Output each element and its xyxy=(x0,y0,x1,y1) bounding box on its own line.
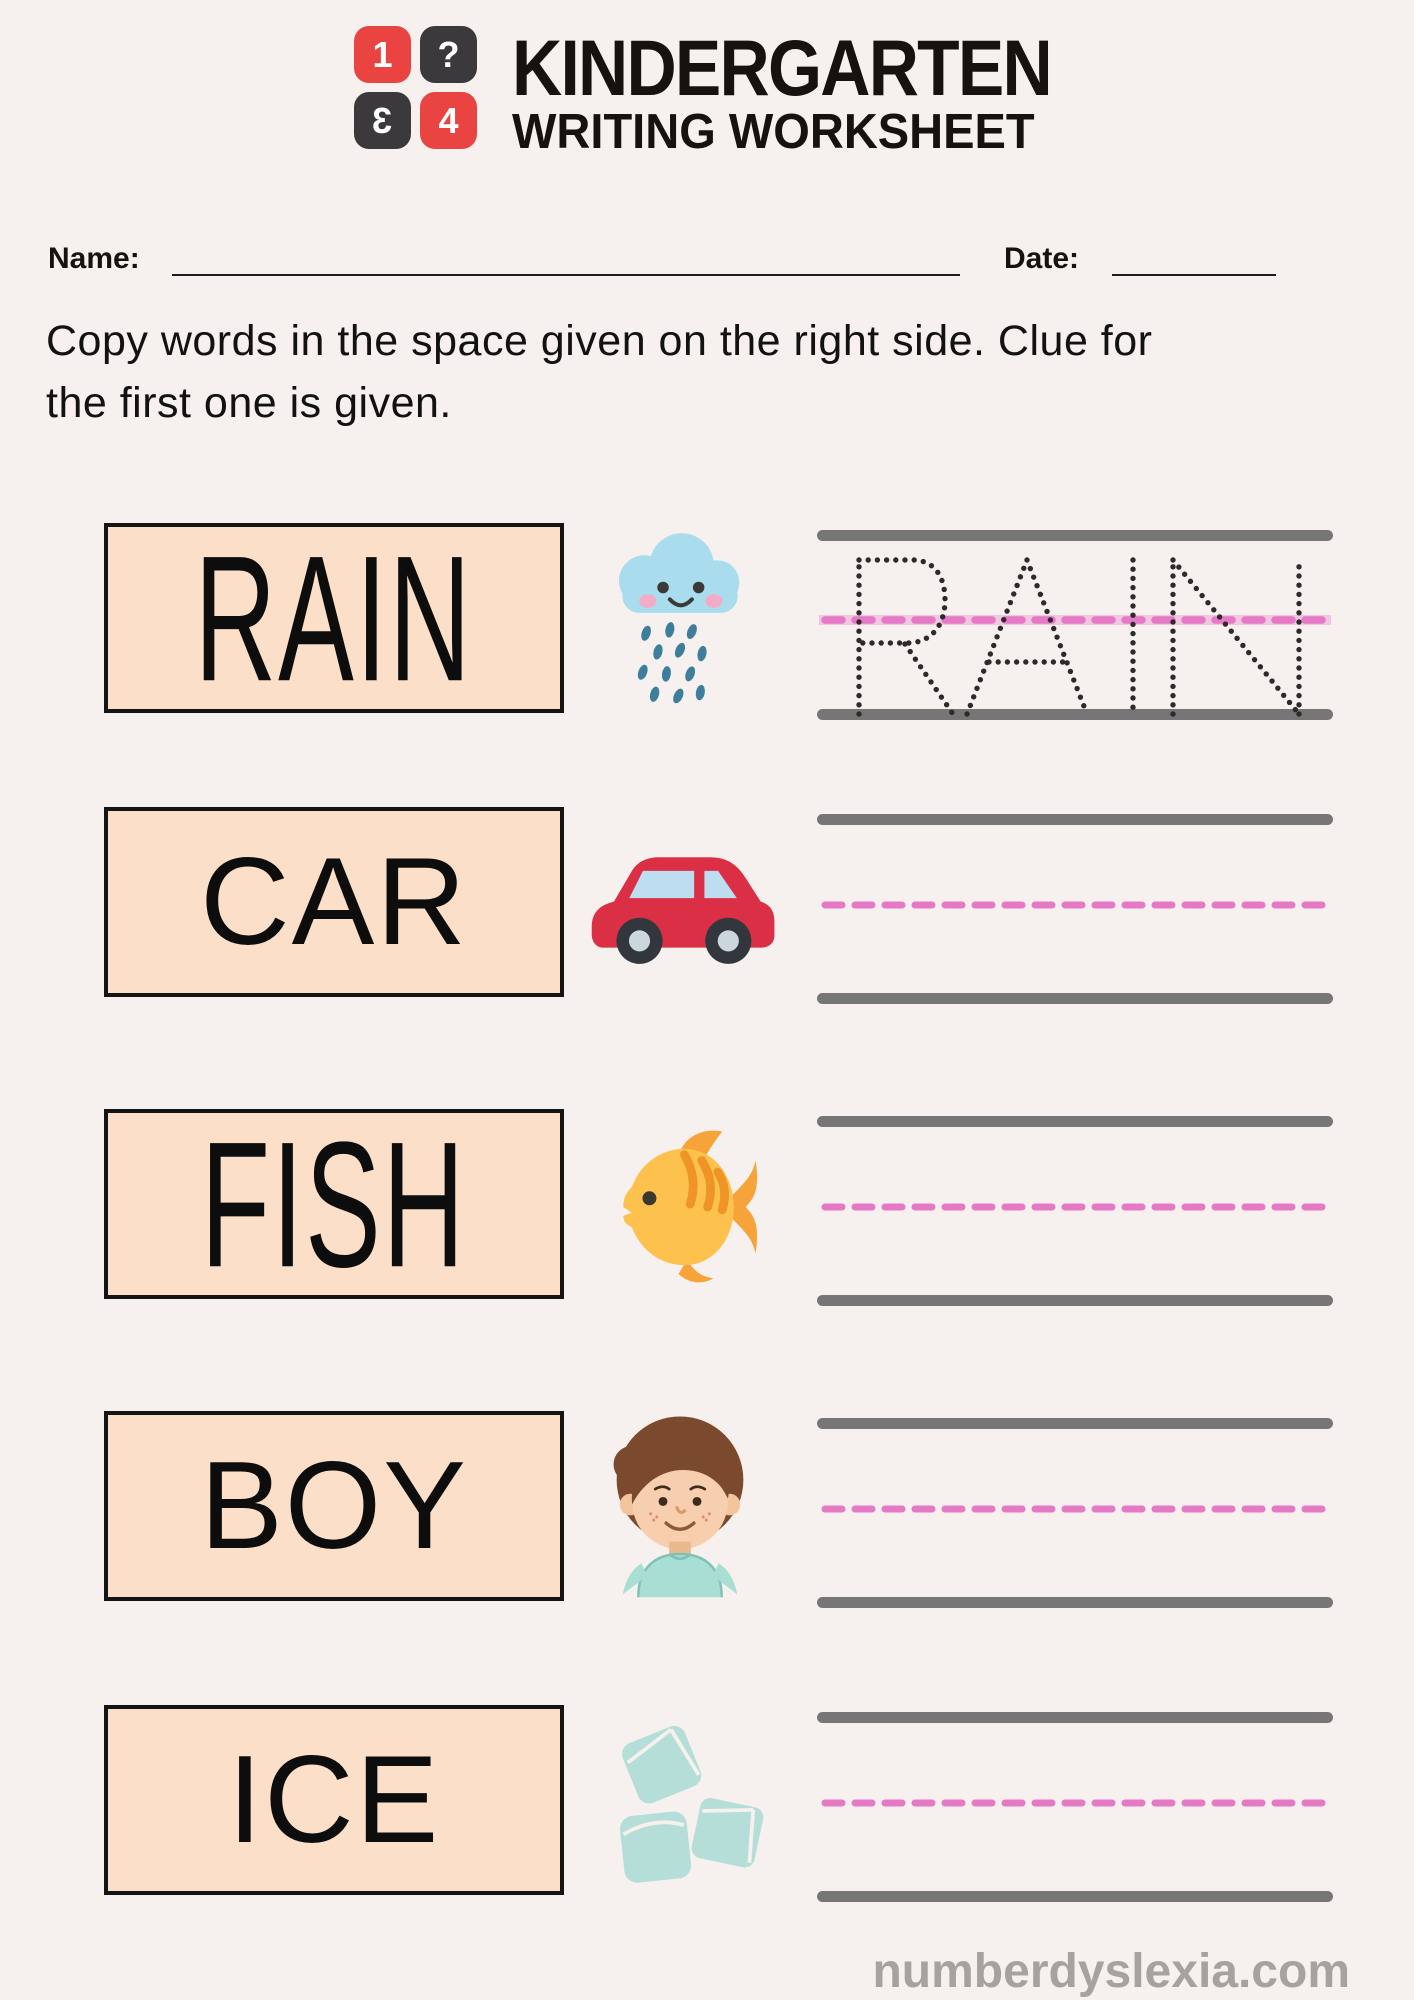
logo-tile-4: 4 xyxy=(420,92,477,149)
writing-line-middle-dashed xyxy=(817,1200,1333,1214)
writing-line-bottom xyxy=(817,1597,1333,1608)
fish-icon xyxy=(573,1102,787,1312)
writing-line-top xyxy=(817,1116,1333,1127)
writing-line-middle-dashed xyxy=(817,1502,1333,1516)
page-title: KINDERGARTEN xyxy=(512,23,1051,112)
writing-lines-fish[interactable] xyxy=(817,1116,1333,1306)
date-input-line[interactable] xyxy=(1112,274,1276,276)
name-label: Name: xyxy=(48,242,140,275)
website-watermark: numberdyslexia.com xyxy=(872,1945,1350,1998)
writing-line-middle-dashed xyxy=(817,1796,1333,1810)
name-input-line[interactable] xyxy=(172,274,960,276)
ice-cubes-icon xyxy=(573,1700,787,1910)
writing-line-middle-dashed xyxy=(817,898,1333,912)
word-label: CAR xyxy=(200,833,468,971)
word-box-boy xyxy=(104,1411,564,1601)
writing-lines-rain[interactable] xyxy=(817,530,1333,720)
word-label: FISH xyxy=(201,1103,467,1305)
logo-tile-question: ? xyxy=(420,26,477,83)
car-icon xyxy=(573,800,787,1010)
writing-lines-boy[interactable] xyxy=(817,1418,1333,1608)
logo-tile-3: 3 xyxy=(354,92,411,149)
writing-lines-car[interactable] xyxy=(817,814,1333,1004)
writing-line-top xyxy=(817,1418,1333,1429)
logo-tile-1: 1 xyxy=(354,26,411,83)
word-label: BOY xyxy=(200,1437,468,1575)
word-box-fish xyxy=(104,1103,564,1305)
instructions-text: Copy words in the space given on the right side. Clue for the first one is given. xyxy=(46,317,1153,428)
writing-lines-ice[interactable] xyxy=(817,1712,1333,1902)
rain-cloud-icon xyxy=(573,513,787,723)
writing-line-bottom xyxy=(817,993,1333,1004)
boy-icon xyxy=(573,1398,787,1608)
logo xyxy=(354,26,478,149)
word-box-rain xyxy=(104,517,564,719)
word-box-car xyxy=(104,807,564,997)
writing-line-top xyxy=(817,1712,1333,1723)
word-box-ice xyxy=(104,1705,564,1895)
trace-word-rain xyxy=(817,530,1333,720)
word-label: ICE xyxy=(227,1731,441,1869)
date-label: Date: xyxy=(1004,242,1080,275)
word-label: RAIN xyxy=(194,517,474,719)
writing-line-top xyxy=(817,814,1333,825)
writing-line-bottom xyxy=(817,1891,1333,1902)
page-subtitle: WRITING WORKSHEET xyxy=(512,105,1035,159)
writing-line-bottom xyxy=(817,1295,1333,1306)
